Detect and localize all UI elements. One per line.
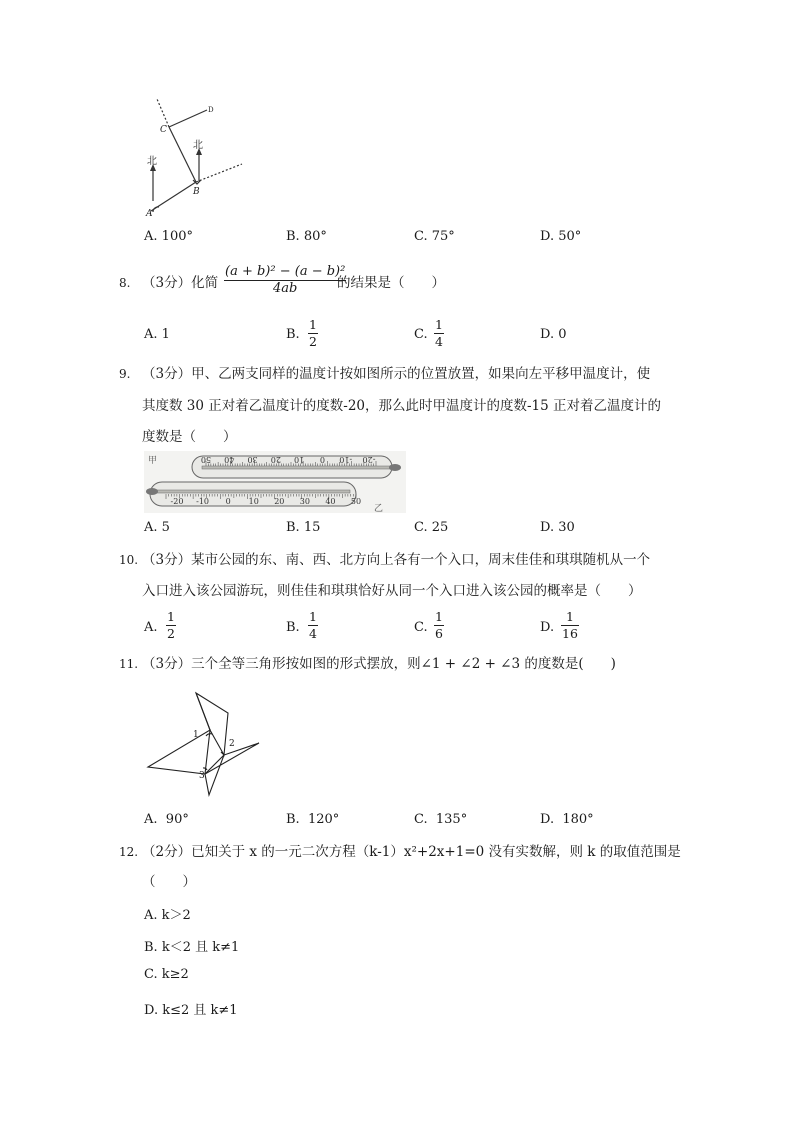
q10-option-a-fraction — [166, 610, 176, 641]
q8-option-c-num: 1 — [435, 317, 443, 332]
q10-option-d-den: 16 — [562, 626, 578, 641]
q8-option-a — [144, 327, 170, 342]
q7-option-b-text: 80° — [303, 229, 327, 244]
q9-thermometers-figure — [144, 451, 406, 513]
q11-option-d-text: 180° — [562, 812, 594, 827]
q11-option-c-text: 135° — [435, 812, 468, 827]
q12-line2: （ ） — [142, 874, 196, 890]
thermo-top-tick-label: -10 — [339, 455, 353, 464]
q9-option-d-text: 30 — [558, 520, 575, 535]
thermo-bottom-tick-label: 40 — [325, 497, 336, 506]
q7-label-c: C — [160, 125, 167, 135]
q11-line1: （3分）三个全等三角形按如图的形式摆放，则∠1 + ∠2 + ∠3 的度数是( ) — [142, 656, 616, 672]
q10-option-c-num: 1 — [435, 609, 443, 624]
thermo-top-tick-label: 20 — [270, 455, 281, 464]
q9-option-b-text: 15 — [303, 520, 321, 535]
q11-triangle-left — [148, 730, 210, 774]
q10-option-b-letter: B. — [286, 620, 300, 635]
q11-option-c — [414, 812, 467, 827]
q8-option-b-letter: B. — [286, 327, 300, 342]
q8-option-d-text: 0 — [558, 327, 567, 342]
q12-option-c-text: k≥2 — [161, 967, 189, 982]
q10-option-b-den: 4 — [309, 626, 317, 641]
q10-option-c-letter: C. — [414, 620, 428, 635]
q12-option-a-letter: A. — [144, 908, 158, 923]
q7-option-a — [144, 229, 193, 244]
thermo-top-tick-label: 30 — [247, 455, 258, 464]
q11-option-a-letter: A. — [144, 812, 158, 827]
q9-number: 9. — [119, 367, 131, 381]
thermo-top-tick-label: 50 — [200, 455, 212, 464]
q9-option-d — [540, 520, 575, 535]
q7-line-cb — [169, 127, 196, 182]
q7-option-b-letter: B. — [286, 229, 300, 244]
q10-line2: 入口进入该公园游玩，则佳佳和琪琪恰好从同一个入口进入该公园的概率是（ ） — [142, 583, 642, 599]
q11-option-b-text: 120° — [307, 812, 340, 827]
q8-option-d — [540, 327, 567, 342]
q10-option-d-num: 1 — [565, 609, 574, 624]
q11-option-d-letter: D. — [540, 812, 555, 827]
q7-option-a-letter: A. — [144, 229, 158, 244]
q8-prefix: （3分）化简 — [142, 275, 219, 291]
q9-thermo-bottom-bulb — [146, 488, 158, 495]
q7-option-d-text: 50° — [558, 229, 582, 244]
q10-line1: （3分）某市公园的东、南、西、北方向上各有一个入口，周末佳佳和琪琪随机从一个 — [142, 552, 651, 568]
q10-option-b-fraction — [308, 610, 318, 641]
thermo-top-tick-label: 0 — [319, 455, 325, 464]
thermo-top-tick-label: 40 — [224, 455, 235, 464]
q9-option-c-text: 25 — [431, 520, 449, 535]
q8-number: 8. — [119, 276, 131, 290]
q7-dashed-b — [196, 164, 242, 182]
q9-option-c — [414, 520, 448, 535]
thermo-top-tick-label: 10 — [294, 455, 305, 464]
thermo-bottom-tick-label: 20 — [274, 497, 285, 506]
thermo-bottom-tick-label: 0 — [225, 497, 231, 506]
q7-label-a: A — [146, 209, 153, 218]
thermo-bottom-tick-label: -20 — [170, 497, 184, 506]
q9-option-a-letter: A. — [144, 520, 158, 535]
q12-option-c — [144, 967, 189, 982]
q11-option-b — [286, 812, 339, 827]
q10-option-b-num: 1 — [309, 609, 317, 624]
q11-label-2: 2 — [229, 739, 235, 749]
q7-option-d-letter: D. — [540, 229, 555, 244]
q9-option-b — [286, 520, 320, 535]
q9-line3: 度数是（ ） — [142, 429, 237, 445]
q9-label-jia: 甲 — [148, 456, 158, 466]
q8-numerator: (a + b)² − (a − b)² — [225, 264, 346, 279]
q9-thermo-top-bulb — [389, 464, 401, 471]
q8-option-b-num: 1 — [309, 317, 317, 332]
q11-label-3: 3 — [199, 771, 205, 781]
q12-option-d-letter: D. — [144, 1003, 159, 1018]
q7-option-d — [540, 229, 581, 244]
q11-label-1: 1 — [193, 730, 199, 740]
q10-option-d-letter: D. — [540, 620, 555, 635]
q11-number: 11. — [119, 657, 139, 671]
q9-option-a-text: 5 — [161, 520, 170, 535]
q8-option-d-letter: D. — [540, 327, 555, 342]
q12-option-d-text: k≤2 且 k≠1 — [162, 1003, 238, 1018]
q8-option-b-fraction — [308, 318, 318, 349]
q7-label-north-b: 北 — [193, 140, 203, 151]
q12-option-d — [144, 999, 238, 1018]
q8-option-b-den: 2 — [309, 334, 317, 349]
q9-option-a — [144, 520, 170, 535]
q12-option-b-text: k＜2 且 k≠1 — [161, 940, 240, 955]
thermo-bottom-tick-label: 10 — [248, 497, 259, 506]
q9-line2: 其度数 30 正对着乙温度计的度数-20，那么此时甲温度计的度数-15 正对着乙温度计的 — [142, 398, 662, 414]
q9-thermo-bottom-tube — [150, 490, 350, 493]
q9-label-yi: 乙 — [374, 504, 384, 513]
q10-option-d-fraction — [561, 610, 579, 641]
q11-option-d — [540, 812, 594, 827]
q12-option-a-text: k＞2 — [161, 908, 191, 923]
q11-option-c-letter: C. — [414, 812, 428, 827]
q11-triangle-top — [196, 693, 228, 755]
thermo-bottom-tick-label: 30 — [299, 497, 310, 506]
q11-option-b-letter: B. — [286, 812, 300, 827]
q8-expression — [224, 265, 346, 296]
q9-thermo-top-tube — [202, 466, 392, 469]
q7-option-c — [414, 229, 455, 244]
thermo-bottom-tick-label: 50 — [350, 497, 362, 506]
q7-option-a-text: 100° — [161, 229, 193, 244]
q11-option-a-text: 90° — [165, 812, 189, 827]
q12-option-a — [144, 904, 191, 923]
thermo-bottom-tick-label: -10 — [196, 497, 210, 506]
q7-line-cd — [169, 110, 207, 127]
q8-denominator: 4ab — [272, 281, 298, 296]
q10-option-c-fraction — [434, 610, 444, 641]
q12-number: 12. — [119, 845, 139, 859]
q8-option-c-fraction — [434, 318, 444, 349]
q7-dashed-c — [157, 99, 169, 127]
q7-option-b — [286, 229, 327, 244]
q9-option-d-letter: D. — [540, 520, 555, 535]
q7-label-b: B — [193, 187, 200, 197]
q7-option-c-letter: C. — [414, 229, 428, 244]
q7-label-d: D — [208, 106, 214, 114]
q10-number: 10. — [119, 553, 139, 567]
thermo-top-tick-label: -20 — [362, 455, 376, 464]
q9-option-b-letter: B. — [286, 520, 300, 535]
q10-option-a-letter: A. — [144, 620, 158, 635]
q9-option-c-letter: C. — [414, 520, 428, 535]
q8-option-c-letter: C. — [414, 327, 428, 342]
q8-option-c-den: 4 — [435, 334, 443, 349]
q7-option-c-text: 75° — [431, 229, 455, 244]
q11-triangles-figure — [144, 688, 264, 800]
q11-option-a — [144, 812, 189, 827]
q8-suffix: 的结果是（ ） — [337, 275, 445, 291]
q7-label-north-a: 北 — [147, 156, 157, 167]
q12-option-b-letter: B. — [144, 940, 158, 955]
q10-option-a-den: 2 — [167, 626, 175, 641]
q10-option-c-den: 6 — [435, 626, 443, 641]
q12-line1: （2分）已知关于 x 的一元二次方程（k-1）x²+2x+1=0 没有实数解，则 k 的取值范围是 — [142, 844, 681, 860]
q8-option-a-text: 1 — [161, 327, 170, 342]
q12-option-c-letter: C. — [144, 967, 158, 982]
q9-line1: （3分）甲、乙两支同样的温度计按如图所示的位置放置，如果向左平移甲温度计，使 — [142, 366, 651, 382]
q10-option-a-num: 1 — [167, 609, 175, 624]
q8-option-a-letter: A. — [144, 327, 158, 342]
q12-option-b — [144, 936, 239, 955]
q7-figure — [140, 96, 250, 218]
q11-triangle-right — [205, 743, 259, 795]
